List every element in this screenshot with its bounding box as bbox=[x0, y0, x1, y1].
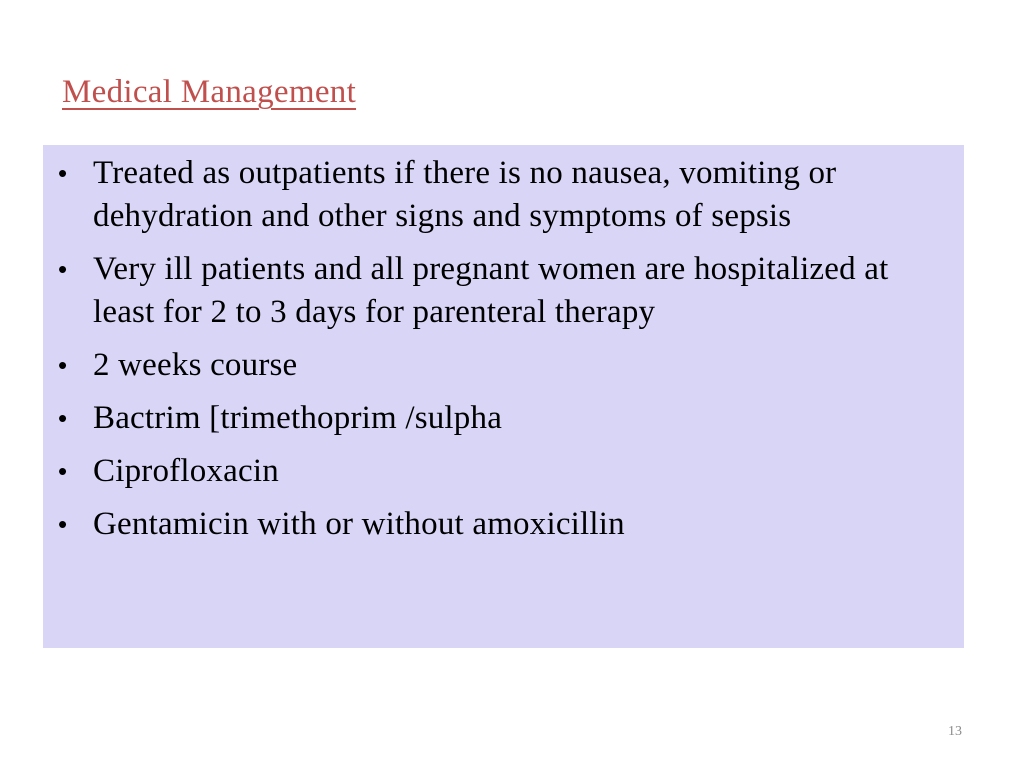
bullet-item bbox=[58, 503, 914, 546]
bullet-text: 2 weeks course bbox=[93, 347, 298, 383]
bullet-item bbox=[58, 248, 914, 334]
bullet-item bbox=[58, 450, 914, 493]
bullet-icon: • bbox=[58, 456, 68, 486]
bullet-text: Very ill patients and all pregnant women are hospitalized at least for 2 to 3 days for parenteral therapy bbox=[93, 251, 889, 330]
bullet-text: Gentamicin with or without amoxicillin bbox=[93, 506, 625, 542]
bullet-item bbox=[58, 152, 914, 238]
bullet-icon: • bbox=[58, 509, 68, 539]
content-box bbox=[43, 145, 964, 648]
bullet-icon: • bbox=[58, 158, 68, 188]
bullet-icon: • bbox=[58, 403, 68, 433]
bullet-text: Treated as outpatients if there is no nausea, vomiting or dehydration and other signs and symptoms of sepsis bbox=[93, 155, 837, 234]
page-number: 13 bbox=[948, 724, 962, 739]
slide-title: Medical Management bbox=[62, 74, 357, 110]
bullet-text: Bactrim [trimethoprim /sulpha bbox=[93, 400, 503, 436]
bullet-item bbox=[58, 344, 914, 387]
bullet-list bbox=[58, 152, 914, 546]
bullet-item bbox=[58, 397, 914, 440]
bullet-icon: • bbox=[58, 350, 68, 380]
bullet-icon: • bbox=[58, 254, 68, 284]
bullet-text: Ciprofloxacin bbox=[93, 453, 279, 489]
